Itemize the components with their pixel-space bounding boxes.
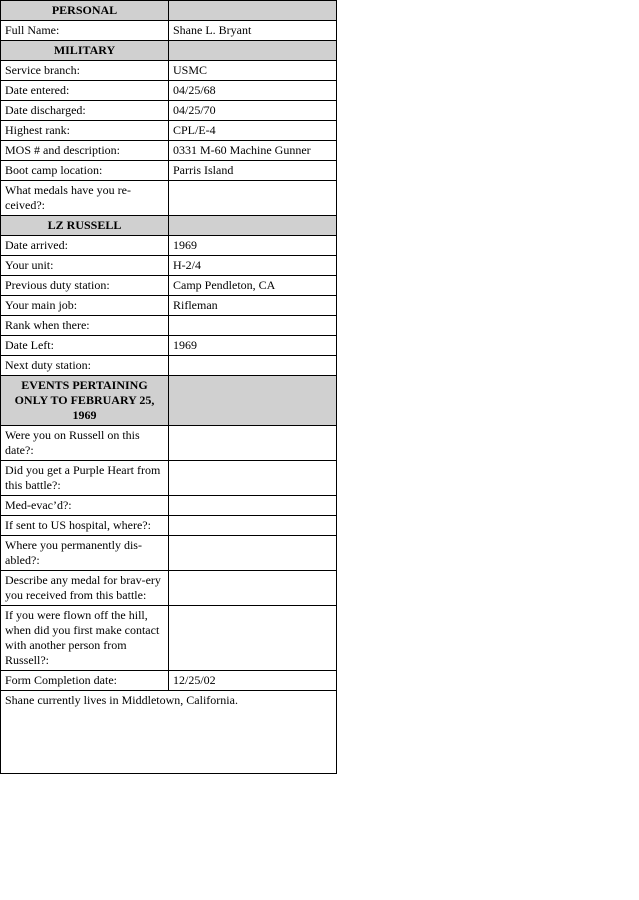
field-label: Previous duty station: <box>1 276 169 296</box>
field-value <box>169 316 337 336</box>
form-row <box>1 181 337 216</box>
field-label: MOS # and description: <box>1 141 169 161</box>
field-label: Boot camp location: <box>1 161 169 181</box>
form-row <box>1 101 337 121</box>
field-value <box>169 496 337 516</box>
field-label: Your main job: <box>1 296 169 316</box>
field-value: 1969 <box>169 336 337 356</box>
form-row <box>1 236 337 256</box>
field-value: 0331 M-60 Machine Gunner <box>169 141 337 161</box>
field-value <box>169 516 337 536</box>
form-row <box>1 426 337 461</box>
field-label: Service branch: <box>1 61 169 81</box>
form-row <box>1 536 337 571</box>
form-row <box>1 606 337 671</box>
field-label: Where you permanently dis-abled?: <box>1 536 169 571</box>
field-label: Highest rank: <box>1 121 169 141</box>
section-header-events <box>1 376 337 426</box>
section-header-blank <box>169 1 337 21</box>
field-label: Describe any medal for brav-ery you received from this battle: <box>1 571 169 606</box>
field-value <box>169 426 337 461</box>
field-value: 04/25/68 <box>169 81 337 101</box>
field-value: Shane L. Bryant <box>169 21 337 41</box>
field-label: Med-evac’d?: <box>1 496 169 516</box>
field-value: Camp Pendleton, CA <box>169 276 337 296</box>
form-row <box>1 671 337 691</box>
field-label: Date arrived: <box>1 236 169 256</box>
field-value <box>169 461 337 496</box>
field-value: H-2/4 <box>169 256 337 276</box>
section-header-blank <box>169 216 337 236</box>
form-row <box>1 516 337 536</box>
form-row <box>1 161 337 181</box>
section-title: MILITARY <box>1 41 169 61</box>
form-row <box>1 141 337 161</box>
form-row <box>1 496 337 516</box>
field-label: Did you get a Purple Heart from this battle?: <box>1 461 169 496</box>
field-label: Form Completion date: <box>1 671 169 691</box>
field-label: Your unit: <box>1 256 169 276</box>
field-value <box>169 571 337 606</box>
field-value: CPL/E-4 <box>169 121 337 141</box>
form-row <box>1 571 337 606</box>
field-label: Date discharged: <box>1 101 169 121</box>
section-title: EVENTS PERTAINING ONLY TO FEBRUARY 25, 1969 <box>1 376 169 426</box>
field-label: If sent to US hospital, where?: <box>1 516 169 536</box>
note-text: Shane currently lives in Middletown, California. <box>1 691 337 774</box>
form-row <box>1 81 337 101</box>
section-title: LZ RUSSELL <box>1 216 169 236</box>
field-label: Next duty station: <box>1 356 169 376</box>
form-row <box>1 276 337 296</box>
form-row <box>1 356 337 376</box>
field-value: 04/25/70 <box>169 101 337 121</box>
field-value: USMC <box>169 61 337 81</box>
section-header-blank <box>169 41 337 61</box>
field-value: Rifleman <box>169 296 337 316</box>
section-header-lz-russell <box>1 216 337 236</box>
section-title: PERSONAL <box>1 1 169 21</box>
form-row <box>1 61 337 81</box>
field-value <box>169 606 337 671</box>
form-row <box>1 316 337 336</box>
field-value: 1969 <box>169 236 337 256</box>
form-row <box>1 296 337 316</box>
field-label: Full Name: <box>1 21 169 41</box>
field-label: If you were flown off the hill, when did you first make contact with another person from Russell?: <box>1 606 169 671</box>
field-label: What medals have you re-ceived?: <box>1 181 169 216</box>
form-row <box>1 121 337 141</box>
field-value <box>169 536 337 571</box>
form-row <box>1 256 337 276</box>
field-value <box>169 181 337 216</box>
section-header-personal <box>1 1 337 21</box>
field-label: Rank when there: <box>1 316 169 336</box>
field-value: 12/25/02 <box>169 671 337 691</box>
section-header-military <box>1 41 337 61</box>
field-value <box>169 356 337 376</box>
field-label: Date entered: <box>1 81 169 101</box>
form-row <box>1 21 337 41</box>
field-label: Were you on Russell on this date?: <box>1 426 169 461</box>
form-row <box>1 336 337 356</box>
field-label: Date Left: <box>1 336 169 356</box>
field-value: Parris Island <box>169 161 337 181</box>
note-row <box>1 691 337 774</box>
service-record-form <box>0 0 337 774</box>
form-row <box>1 461 337 496</box>
section-header-blank <box>169 376 337 426</box>
